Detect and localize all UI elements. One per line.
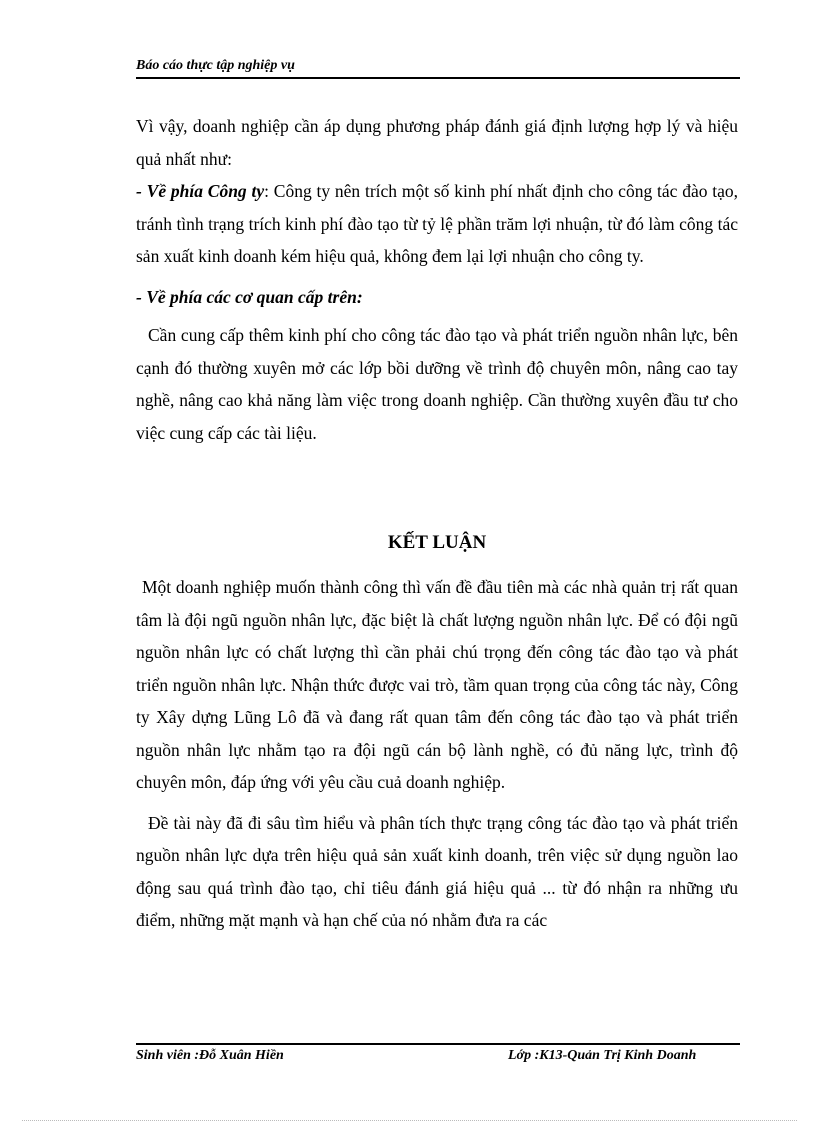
company-label: Về phía Công ty	[146, 181, 265, 201]
intro-paragraph: Vì vậy, doanh nghiệp cần áp dụng phương pháp đánh giá định lượng hợp lý và hiệu quả nhất như:	[136, 116, 738, 169]
footer-student: Sinh viên :Đỗ Xuân Hiền	[136, 1048, 284, 1063]
upper-paragraph: Cần cung cấp thêm kinh phí cho công tác đào tạo và phát triển nguồn nhân lực, bên cạnh đó thường xuyên mở các lớp bồi dưỡng về trình độ chuyên môn, nâng cao tay nghề, nâng cao khả năng làm việc trong doanh nghiệp. Cần thường xuyên đầu tư cho việc cung cấp các tài liệu.	[136, 325, 738, 443]
conclusion-section	[136, 571, 738, 937]
company-paragraph	[136, 175, 738, 273]
company-text: : Công ty nên trích một số kinh phí nhất định cho công tác đào tạo, tránh tình trạng trích kinh phí đào tạo từ tỷ lệ phần trăm lợi nhuận, từ đó làm công tác sản xuất kinh doanh kém hiệu quả, không đem lại lợi nhuận cho công ty.	[136, 181, 739, 266]
footer-class: Lớp :K13-Quản Trị Kinh Doanh	[508, 1048, 697, 1063]
header-rule	[136, 77, 740, 79]
upper-prefix: -	[136, 286, 147, 307]
page-header-title: Báo cáo thực tập nghiệp vụ	[136, 58, 295, 73]
conclusion-paragraph-1: Một doanh nghiệp muốn thành công thì vấn đề đầu tiên mà các nhà quản trị rất quan tâm là đội ngũ nguồn nhân lực, đặc biệt là chất lượng nguồn nhân lực. Để có đội ngũ nguồn nhân lực có chất lượng thì cần phải chú trọng đến công tác đào tạo và phát triển nguồn nhân lực. Nhận thức được vai trò, tầm quan trọng của công tác này, Công ty Xây dựng Lũng Lô đã và đang rất quan tâm đến công tác đào tạo và phát triển nguồn nhân lực nhằm tạo ra đội ngũ cán bộ lành nghề, có đủ năng lực, trình độ chuyên môn, đáp ứng với yêu cầu cuả doanh nghiệp.	[136, 577, 738, 792]
upper-label: Về phía các cơ quan cấp trên:	[146, 286, 363, 307]
upper-heading	[136, 281, 738, 314]
intro-section	[136, 110, 738, 449]
company-prefix: -	[136, 181, 147, 201]
conclusion-paragraph-2: Đề tài này đã đi sâu tìm hiểu và phân tích thực trạng công tác đào tạo và phát triển nguồn nhân lực dựa trên hiệu quả sản xuất kinh doanh, trên việc sử dụng nguồn lao động sau quá trình đào tạo, chỉ tiêu đánh giá hiệu quả ... từ đó nhận ra những ưu điểm, những mặt mạnh và hạn chế của nó nhằm đưa ra các	[136, 812, 738, 930]
conclusion-title: KẾT LUẬN	[387, 532, 487, 553]
page-edge-divider	[22, 1120, 797, 1121]
footer-rule	[136, 1043, 740, 1045]
